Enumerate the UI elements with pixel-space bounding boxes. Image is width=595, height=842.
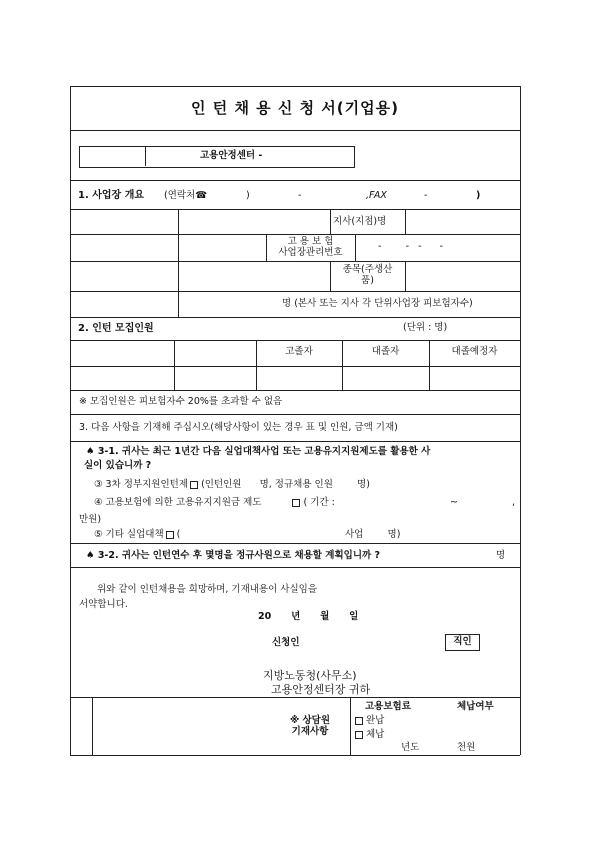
- applicant-label: 신청인: [272, 637, 300, 648]
- employees-count-field[interactable]: [179, 292, 279, 316]
- sec3-hline-3: [70, 567, 520, 568]
- sec1-dash2: -: [424, 190, 428, 201]
- seal-label: 직인: [453, 636, 472, 647]
- opt1-detail: (인턴인원 명, 정규채용 인원 명): [201, 479, 370, 490]
- sec2-vline-a: [174, 340, 175, 390]
- q2-question: ♠ 3-2. 귀사는 인턴연수 후 몇명을 정규사원으로 채용할 계획입니까 ?: [86, 550, 380, 561]
- industry-label-1: 종목(주생산: [342, 264, 393, 275]
- sec2-hline-4: [70, 414, 520, 415]
- sec3-hline-1: [70, 441, 520, 442]
- sec1-heading: 1. 사업장 개요: [78, 190, 145, 201]
- frame-top: [70, 86, 520, 87]
- opt3-detail: 사업 명): [345, 529, 401, 540]
- count-high-school-field[interactable]: [257, 367, 341, 390]
- sec3-instruction: 3. 다음 사항을 기재해 주십시오(해당사항이 있는 경우 표 및 인원, 금액 기재): [79, 422, 398, 433]
- won-unit: 천원: [457, 742, 476, 753]
- q2-answer-field[interactable]: [455, 546, 493, 564]
- count-college-field[interactable]: [343, 367, 428, 390]
- paid-label: 완납: [366, 715, 385, 726]
- center-code-field[interactable]: [80, 147, 144, 166]
- sec1-contact: (연락처☎: [164, 190, 208, 201]
- opt1-label: [94, 480, 370, 491]
- insurance-fee-label: 고용보험료: [365, 701, 411, 712]
- employees-note: 명 (본사 또는 지사 각 단위사업장 피보험자수): [282, 298, 473, 309]
- office-label: 지방노동청(사무소): [263, 669, 357, 682]
- opt2-tilde: ~: [450, 497, 458, 508]
- sec1-close: ): [476, 190, 481, 201]
- insurance-dashes: - - - -: [378, 241, 444, 252]
- center-label: 고용안정센터 -: [200, 150, 263, 161]
- sec2-note: ※ 모집인원은 피보험자수 20%를 초과할 수 없음: [79, 396, 283, 407]
- year-unit: 년도: [401, 742, 420, 753]
- opt2-checkbox[interactable]: [292, 499, 300, 507]
- col-expected: 대졸예정자: [451, 346, 498, 357]
- frame-bottom: [70, 755, 520, 756]
- footer-vline-b: [350, 697, 351, 755]
- sec1-fax: ,FAX: [366, 190, 387, 201]
- opt3-checkbox[interactable]: [166, 531, 174, 539]
- title-divider: [70, 130, 520, 131]
- opt3-paren: (: [176, 529, 181, 540]
- industry-label-2: 품): [361, 275, 374, 286]
- q2-unit: 명: [496, 550, 506, 561]
- opt1-text: ③ 3차 정부지원인턴제: [94, 479, 189, 490]
- sec1-hline-5: [70, 317, 520, 318]
- opt2-comma: ,: [512, 497, 516, 508]
- sec2-unit: (단위 : 명): [403, 322, 448, 333]
- sec2-hline-1: [70, 340, 520, 341]
- decl-hline: [70, 697, 520, 698]
- frame-left: [70, 86, 71, 755]
- sec1-hline-4: [70, 291, 520, 292]
- frame-right: [520, 86, 521, 755]
- sec1-vline-b: [330, 209, 331, 234]
- center-divider: [70, 180, 520, 181]
- opt2-label: [94, 498, 335, 509]
- sec2-heading: 2. 인턴 모집인원: [78, 323, 154, 334]
- count-expected-field[interactable]: [430, 367, 519, 390]
- center-box-divider: [145, 146, 146, 166]
- opt2-text: ④ 고용보험에 의한 고용유지지원금 제도: [94, 497, 262, 508]
- branch-name-label: 지사(지점)명: [333, 216, 387, 227]
- sec3-hline-2: [70, 543, 520, 544]
- counselor-label-1: ※ 상담원: [289, 715, 331, 726]
- q1-line1: ♠ 3-1. 귀사는 최근 1년간 다음 실업대책사업 또는 고용유지지원제도를 활용한 사: [86, 446, 431, 457]
- col-college: 대졸자: [371, 346, 400, 357]
- opt2-period: ( 기간 :: [303, 497, 335, 508]
- paid-option: [355, 716, 384, 727]
- arrears-checkbox[interactable]: [355, 731, 363, 739]
- insurance-label-1: 고 용 보 험: [287, 236, 334, 247]
- industry-field[interactable]: [406, 262, 519, 291]
- branch-name-field[interactable]: [406, 210, 519, 234]
- addressee-label: 고용안정센터장 귀하: [271, 683, 371, 696]
- sec2-hline-3: [70, 390, 520, 391]
- col-high-school: 고졸자: [285, 346, 313, 357]
- opt3-text: ⑤ 기타 실업대책: [94, 529, 164, 540]
- footer-vline-a: [92, 697, 93, 755]
- arrears-status-label: 체납여부: [457, 701, 494, 712]
- arrears-label: 체납: [366, 729, 385, 740]
- declaration-date: 20 년 월 일: [258, 611, 359, 622]
- q1-line2: 실이 있습니까 ?: [84, 460, 152, 471]
- declaration-line1: 위와 같이 인턴채용을 희망하며, 기재내용이 사실임을: [97, 584, 318, 595]
- paid-checkbox[interactable]: [355, 717, 363, 725]
- form-title: 인 턴 채 용 신 청 서(기업용): [191, 99, 399, 117]
- applicant-name-field[interactable]: [310, 634, 435, 650]
- insurance-number-field[interactable]: [356, 235, 519, 261]
- insurance-label-2: 사업장관리번호: [278, 247, 343, 258]
- sec1-dash: -: [298, 190, 302, 201]
- counselor-label-2: 기재사항: [291, 726, 329, 737]
- declaration-line2: 서약합니다.: [79, 599, 128, 610]
- opt3-label: [94, 530, 180, 541]
- company-name-field[interactable]: [71, 210, 177, 234]
- opt1-checkbox[interactable]: [190, 481, 198, 489]
- opt2-amount: 만원): [79, 514, 102, 525]
- arrears-option: [355, 730, 384, 741]
- sec1-paren: ): [246, 190, 250, 201]
